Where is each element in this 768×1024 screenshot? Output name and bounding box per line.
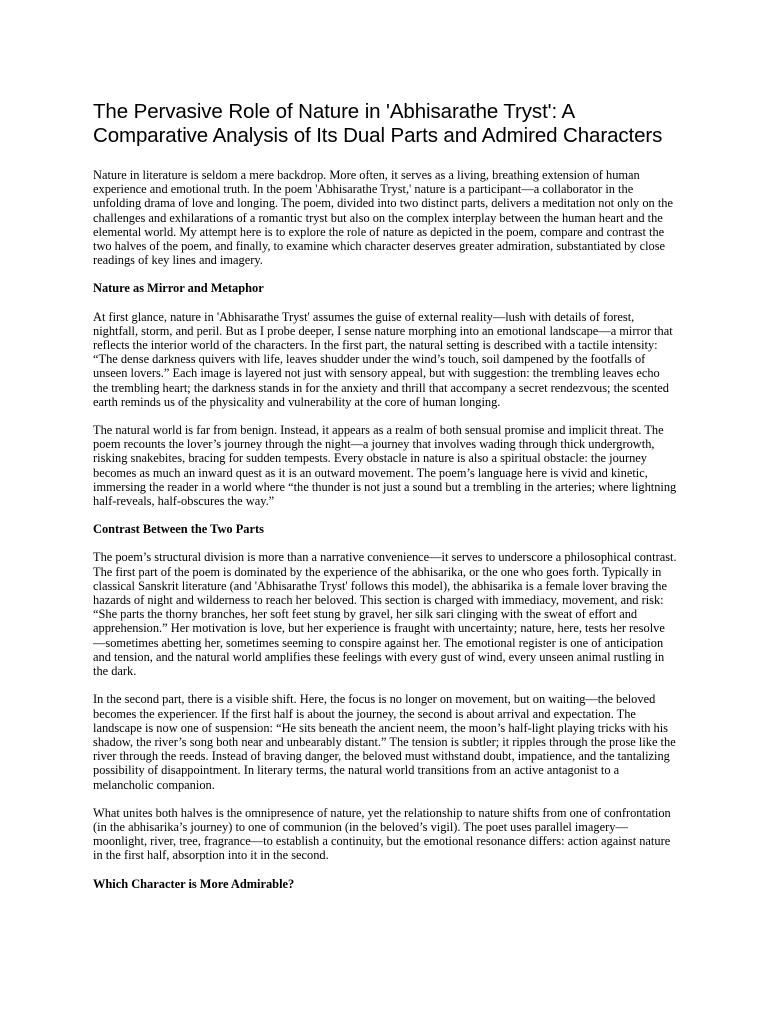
section-heading-admirable: Which Character is More Admirable? <box>93 876 295 891</box>
section-heading-contrast: Contrast Between the Two Parts <box>93 522 264 537</box>
section-heading-nature-mirror: Nature as Mirror and Metaphor <box>93 281 264 296</box>
paragraph: In the second part, there is a visible shift. Here, the focus is no longer on movement, but on waiting—the beloved becomes the experiencer. If the first half is about the journey, the second is about arrival and expectation. The landscape is now one of suspension: “He sits beneath the ancient neem, the moon’s half-light playing tricks with his shadow, the river’s song both near and unbearably distant.” The tension is subtler; it ripples through the prose like the river through the reeds. Instead of braving danger, the beloved must withstand doubt, impatience, and the tantalizing possibility of disappointment. In literary terms, the natural world transitions from an active antagonist to a melancholic companion. <box>93 692 676 792</box>
intro-paragraph: Nature in literature is seldom a mere backdrop. More often, it serves as a living, breathing extension of human experience and emotional truth. In the poem 'Abhisarathe Tryst,' nature is a participant—a collaborator in the unfolding drama of love and longing. The poem, divided into two distinct parts, delivers a meditation not only on the challenges and exhilarations of a romantic tryst but also on the complex interplay between the human heart and the elemental world. My attempt here is to explore the role of nature as depicted in the poem, compare and contrast the two halves of the poem, and finally, to examine which character deserves greater admiration, substantiated by close readings of key lines and imagery. <box>93 168 673 268</box>
paragraph: The natural world is far from benign. Instead, it appears as a realm of both sensual promise and implicit threat. The poem recounts the lover’s journey through the night—a journey that involves wading through thick undergrowth, risking snakebites, bracing for sudden tempests. Every obstacle in nature is also a spiritual obstacle: the journey becomes as much an inward quest as it is an outward movement. The poem’s language here is vivid and kinetic, immersing the reader in a world where “the thunder is not just a sound but a trembling in the arteries; where lightning half-reveals, half-obscures the way.” <box>93 423 677 509</box>
paragraph: What unites both halves is the omnipresence of nature, yet the relationship to nature shifts from one of confrontation (in the abhisarika’s journey) to one of communion (in the beloved’s vigil). The poet uses parallel imagery—moonlight, river, tree, fragrance—to establish a continuity, but the emotional resonance differs: action against nature in the first half, absorption into it in the second. <box>93 805 671 863</box>
document-page <box>93 100 677 905</box>
paragraph: At first glance, nature in 'Abhisarathe Tryst' assumes the guise of external reality—lush with details of forest, nightfall, storm, and peril. But as I probe deeper, I sense nature morphing into an emotional landscape—a mirror that reflects the interior world of the characters. In the first part, the natural setting is described with a tactile intensity: “The dense darkness quivers with life, leaves shudder under the wind’s touch, soil dampened by the footfalls of unseen lovers.” Each image is layered not just with sensory appeal, but with suggestion: the trembling leaves echo the trembling heart; the darkness stands in for the anxiety and thrill that accompany a secret rendezvous; the scented earth reminds us of the physicality and vulnerability at the core of human longing. <box>93 309 673 409</box>
paragraph: The poem’s structural division is more than a narrative convenience—it serves to underscore a philosophical contrast. The first part of the poem is dominated by the experience of the abhisarika, or the one who goes forth. Typically in classical Sanskrit literature (and 'Abhisarathe Tryst' follows this model), the abhisarika is a female lover braving the hazards of night and wilderness to reach her beloved. This section is charged with immediacy, movement, and risk: “She parts the thorny branches, her soft feet stung by gravel, her silk sari clinging with the sweat of effort and apprehension.” Her motivation is love, but her experience is fraught with uncertainty; nature, here, tests her resolve—sometimes abetting her, sometimes seeming to conspire against her. The emotional register is one of anticipation and tension, and the natural world amplifies these feelings with every gust of wind, every unseen animal rustling in the dark. <box>93 550 677 679</box>
document-title: The Pervasive Role of Nature in 'Abhisarathe Tryst': A Comparative Analysis of Its Dual Parts and Admired Characters <box>93 100 663 147</box>
